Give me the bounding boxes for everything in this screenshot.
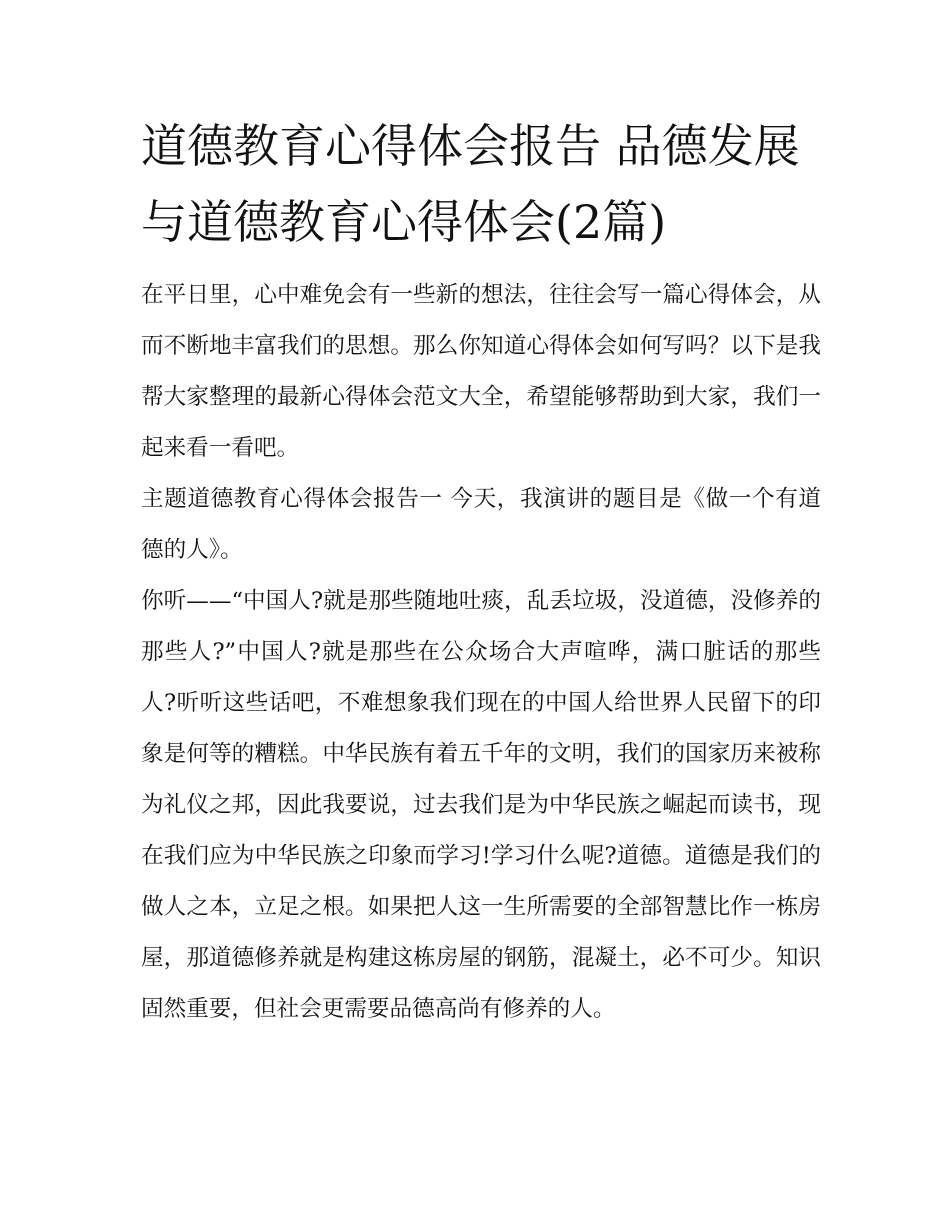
paragraph-topic: 主题道德教育心得体会报告一 今天，我演讲的题目是《做一个有道德的人》。 xyxy=(141,486,821,563)
paragraph-intro: 在平日里，心中难免会有一些新的想法，往往会写一篇心得体会，从而不断地丰富我们的思想。那么你知道心得体会如何写吗？以下是我帮大家整理的最新心得体会范文大全，希望能够帮助到大家，我们一起来看一看吧。 xyxy=(141,282,821,461)
document-title: 道德教育心得体会报告 品德发展与道德教育心得体会(2篇) xyxy=(141,119,800,249)
paragraph-body: 你听——“中国人?就是那些随地吐痰，乱丢垃圾，没道德，没修养的那些人?”中国人?就是那些在公众场合大声喧哗，满口脏话的那些人?听听这些话吧，不难想象我们现在的中国人给世界人民留下的印象是何等的糟糕。中华民族有着五千年的文明，我们的国家历来被称为礼仪之邦，因此我要说，过去我们是为中华民族之崛起而读书，现在我们应为中华民族之印象而学习!学习什么呢?道德。道德是我们的做人之本，立足之根。如果把人这一生所需要的全部智慧比作一栋房屋，那道德修养就是构建这栋房屋的钢筋，混凝土，必不可少。知识固然重要，但社会更需要品德高尚有修养的人。 xyxy=(141,588,821,1022)
document-page xyxy=(141,108,821,1035)
